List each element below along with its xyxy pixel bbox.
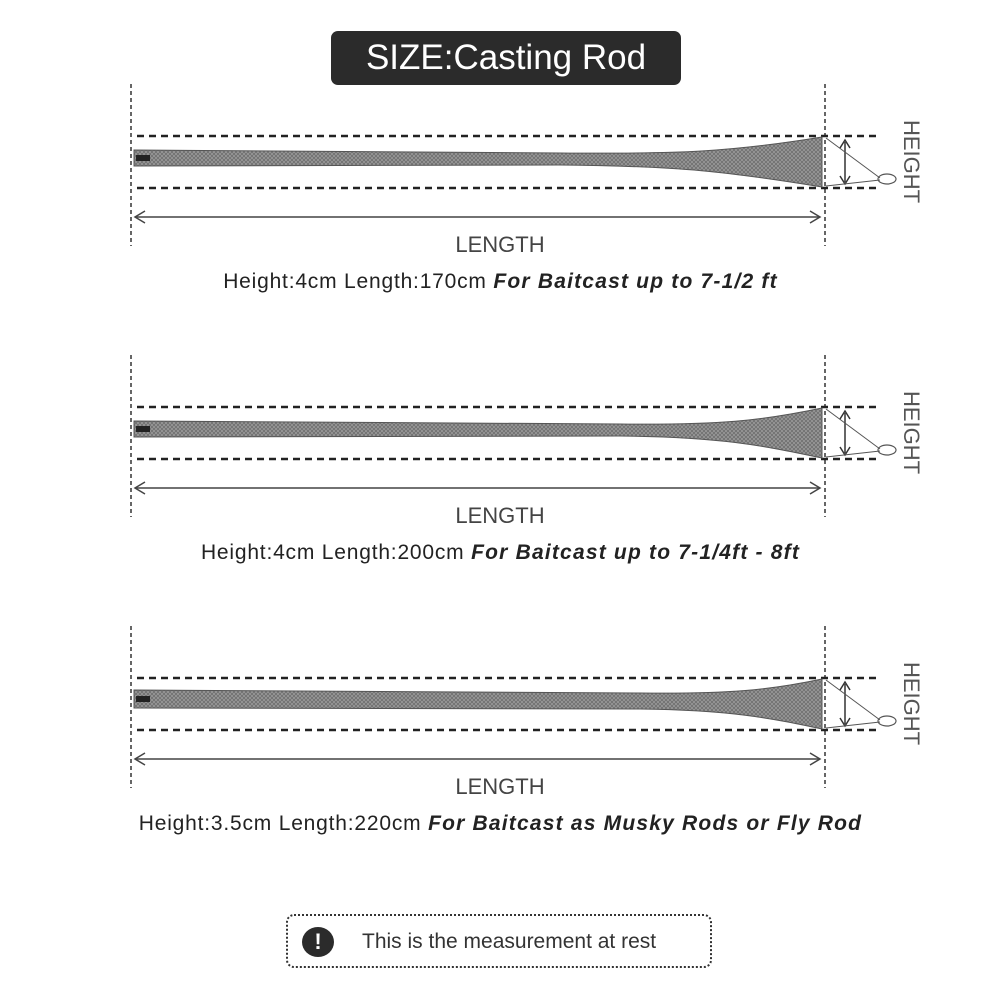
height-label: HEIGHT	[899, 391, 924, 475]
size-dims: Height:4cm Length:170cm	[223, 270, 494, 293]
rod-sock	[134, 679, 822, 729]
note-text: This is the measurement at rest	[362, 930, 657, 953]
height-label: HEIGHT	[899, 120, 924, 204]
drawstring-loop	[826, 409, 880, 457]
size-use: For Baitcast up to 7-1/2 ft	[493, 270, 778, 293]
exclamation-icon: !	[302, 927, 334, 957]
length-label: LENGTH	[455, 774, 545, 799]
sock-end-tab	[136, 155, 150, 161]
sock-end-tab	[136, 426, 150, 432]
rod-sock	[134, 137, 822, 187]
size-caption	[0, 541, 1001, 565]
size-dims: Height:3.5cm Length:220cm	[138, 812, 429, 835]
drawstring-loop	[826, 680, 880, 728]
size-use: For Baitcast up to 7-1/4ft - 8ft	[471, 541, 801, 564]
size-caption	[0, 270, 1001, 294]
size-caption	[0, 812, 1001, 836]
size-use: For Baitcast as Musky Rods or Fly Rod	[428, 812, 863, 835]
rod-sock-diagram-2	[0, 351, 1001, 591]
rod-sock-diagram-3	[0, 622, 1001, 862]
length-label: LENGTH	[455, 503, 545, 528]
rod-sock	[134, 408, 822, 458]
page-title: SIZE:Casting Rod	[331, 31, 681, 85]
size-dims: Height:4cm Length:200cm	[200, 541, 472, 564]
height-label: HEIGHT	[899, 662, 924, 746]
rod-sock-diagram-1	[0, 80, 1001, 320]
measurement-note	[286, 914, 712, 968]
drawstring-loop	[826, 138, 880, 186]
sock-end-tab	[136, 696, 150, 702]
length-label: LENGTH	[455, 232, 545, 257]
